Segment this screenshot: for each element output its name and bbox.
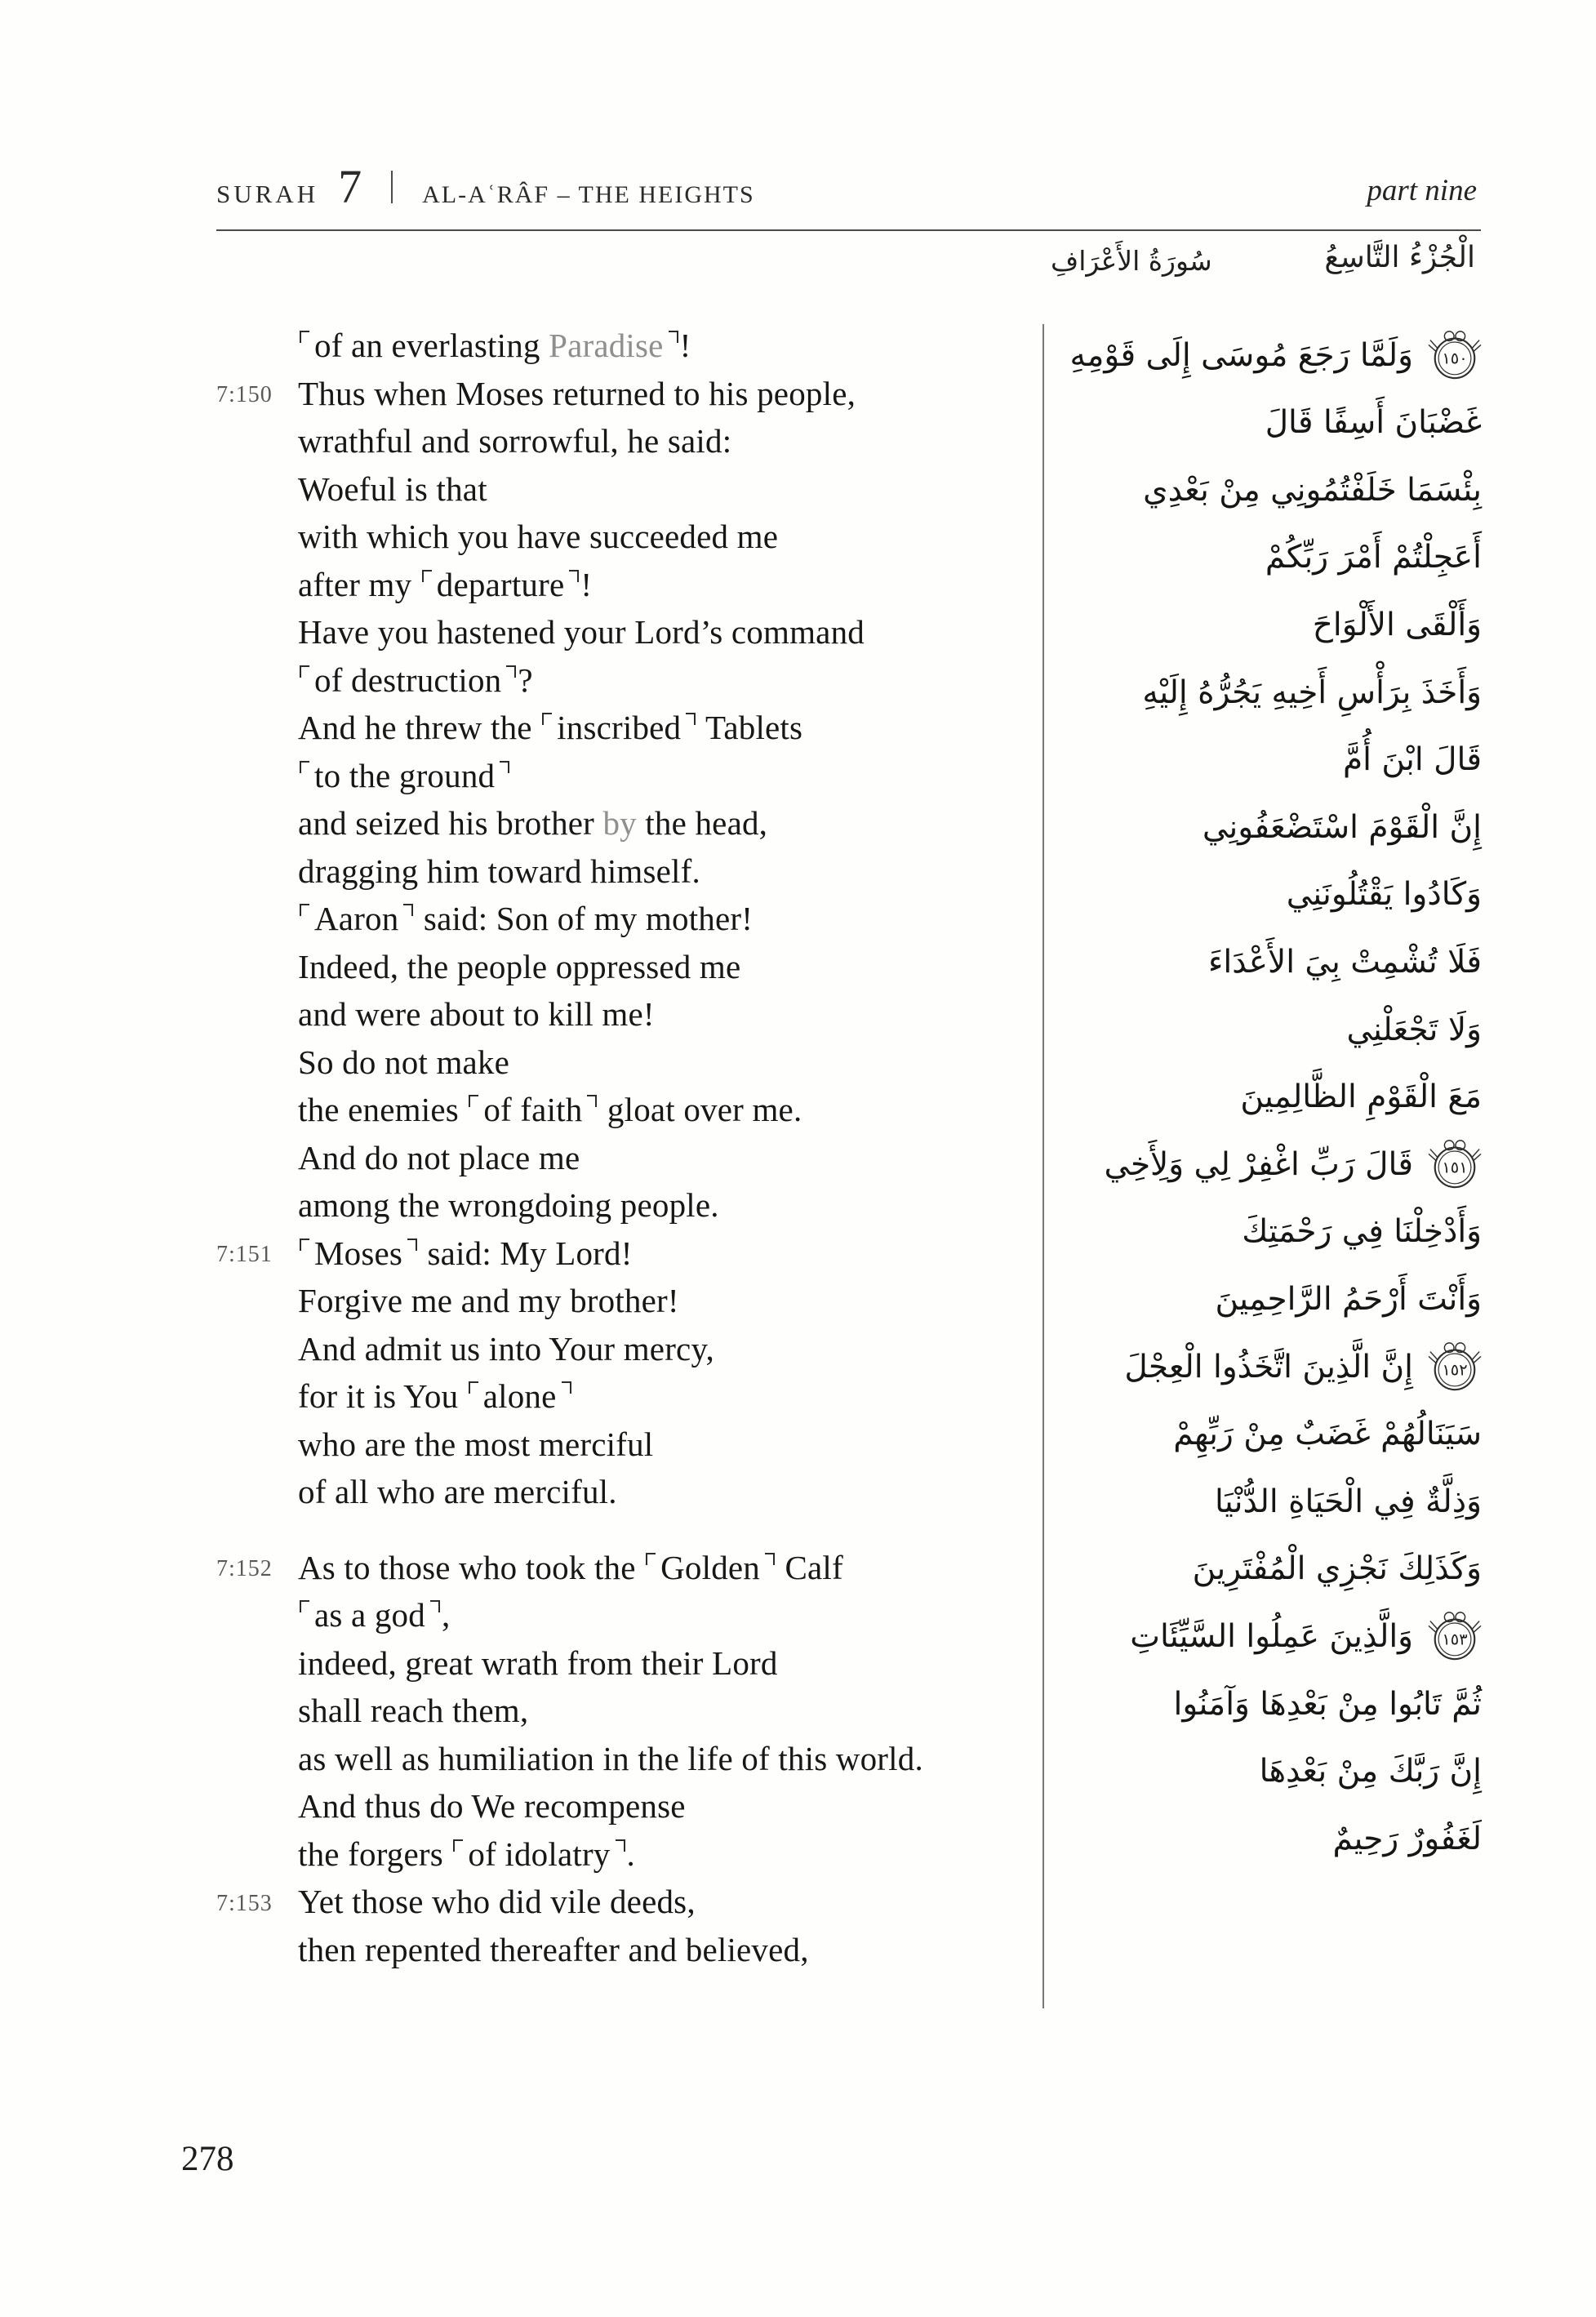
svg-text:١٥١: ١٥١ xyxy=(1442,1158,1468,1177)
english-line xyxy=(216,1181,1043,1230)
english-line xyxy=(216,704,1043,752)
half-bracket-close-icon xyxy=(765,1553,775,1565)
english-text: who are the most merciful xyxy=(298,1425,654,1463)
svg-text:١٥٣: ١٥٣ xyxy=(1442,1630,1468,1650)
arabic-text: قَالَ رَبِّ اغْفِرْ لِي وَلِأَخِي xyxy=(1104,1145,1413,1183)
verse-number: 7:152 xyxy=(216,1556,273,1581)
english-line xyxy=(216,1926,1043,1974)
arabic-line xyxy=(1104,1129,1482,1199)
english-line xyxy=(216,1544,1043,1592)
half-bracket-open-icon xyxy=(300,904,309,916)
english-line xyxy=(216,752,1043,800)
half-bracket-open-icon xyxy=(300,1239,309,1251)
english-line xyxy=(216,943,1043,991)
half-bracket-open-icon xyxy=(422,570,432,582)
gray-word: Paradise xyxy=(549,327,664,365)
arabic-line xyxy=(1124,1332,1482,1402)
english-line xyxy=(216,1038,1043,1087)
arabic-text: قَالَ ابْنَ أُمَّ xyxy=(1342,741,1482,779)
english-text: among the wrongdoing people. xyxy=(298,1186,719,1225)
english-line xyxy=(216,608,1043,656)
arabic-line xyxy=(1242,1197,1482,1267)
english-line xyxy=(216,990,1043,1038)
arabic-text: وَالَّذِينَ عَمِلُوا السَّيِّئَاتِ xyxy=(1130,1617,1413,1655)
english-line xyxy=(216,1639,1043,1688)
half-bracket-close-icon xyxy=(500,761,509,773)
arabic-text: مَعَ الْقَوْمِ الظَّالِمِينَ xyxy=(1240,1078,1482,1116)
arabic-surah-title: سُورَةُ الأَعْرَافِ xyxy=(1051,245,1212,277)
half-bracket-open-icon xyxy=(469,1381,478,1394)
arabic-line xyxy=(1333,1803,1482,1874)
english-line xyxy=(216,1830,1043,1879)
half-bracket-close-icon xyxy=(403,904,413,916)
arabic-text: بِئْسَمَا خَلَفْتُمُونِي مِنْ بَعْدِي xyxy=(1143,471,1482,509)
half-bracket-close-icon xyxy=(569,570,579,582)
arabic-line xyxy=(1173,1399,1482,1470)
verse-medallion-icon xyxy=(1428,1137,1482,1191)
english-text: and were about to kill me! xyxy=(298,995,655,1034)
arabic-line xyxy=(1142,657,1482,727)
english-line xyxy=(216,1086,1043,1134)
half-bracket-open-icon xyxy=(300,761,309,773)
surah-name: AL-AʿRÂF – THE HEIGHTS xyxy=(422,181,755,208)
arabic-text: وَأَلْقَى الأَلْوَاحَ xyxy=(1312,606,1482,643)
header-divider-bar xyxy=(391,171,393,203)
half-bracket-close-icon xyxy=(562,1381,571,1394)
arabic-line xyxy=(1130,1601,1482,1671)
arabic-text: سَيَنَالُهُمْ غَضَبٌ مِنْ رَبِّهِمْ xyxy=(1173,1416,1482,1453)
english-line xyxy=(216,370,1043,418)
english-text: Have you hastened your Lord’s command xyxy=(298,613,865,652)
arabic-line xyxy=(1260,1737,1482,1807)
arabic-text: وَذِلَّةٌ فِي الْحَيَاةِ الدُّنْيَا xyxy=(1214,1483,1482,1520)
arabic-text: إِنَّ رَبَّكَ مِنْ بَعْدِهَا xyxy=(1259,1753,1482,1790)
arabic-column xyxy=(1025,0,1482,2317)
arabic-line xyxy=(1240,1062,1482,1132)
half-bracket-open-icon xyxy=(300,1600,309,1612)
arabic-line xyxy=(1287,860,1482,930)
arabic-text: وَلَا تَجْعَلْنِي xyxy=(1346,1011,1482,1048)
english-text: dragging him toward himself. xyxy=(298,852,700,890)
half-bracket-close-icon xyxy=(430,1600,440,1612)
half-bracket-open-icon xyxy=(646,1553,656,1565)
verse-medallion-icon xyxy=(1428,1609,1482,1663)
english-text: Aaron said: Son of my mother! xyxy=(298,899,753,938)
english-text: the forgers of idolatry . xyxy=(298,1834,635,1873)
english-text: and seized his brother by the head, xyxy=(298,804,768,843)
half-bracket-open-icon xyxy=(300,331,309,343)
english-line xyxy=(216,561,1043,609)
arabic-text: غَضْبَانَ أَسِفًا قَالَ xyxy=(1265,404,1482,442)
english-text: of destruction ? xyxy=(298,660,533,700)
half-bracket-close-icon xyxy=(587,1095,597,1107)
part-label: part nine xyxy=(1367,174,1477,207)
arabic-text: إِنَّ الَّذِينَ اتَّخَذُوا الْعِجْلَ xyxy=(1124,1348,1413,1385)
english-text: As to those who took the Golden Calf xyxy=(298,1548,843,1586)
english-text: to the ground xyxy=(298,756,511,795)
english-text: of an everlasting Paradise ! xyxy=(298,326,691,365)
half-bracket-open-icon xyxy=(542,713,552,725)
half-bracket-close-icon xyxy=(669,331,678,343)
verse-medallion-icon xyxy=(1428,328,1482,382)
surah-label: SURAH xyxy=(216,180,319,208)
arabic-line xyxy=(1174,1669,1482,1739)
english-text: So do not make xyxy=(298,1043,510,1081)
english-line xyxy=(216,417,1043,465)
arabic-text: ثُمَّ تَابُوا مِنْ بَعْدِهَا وَآمَنُوا xyxy=(1173,1685,1482,1723)
english-line xyxy=(216,1782,1043,1830)
english-text: Forgive me and my brother! xyxy=(298,1282,679,1320)
english-line xyxy=(216,1735,1043,1783)
arabic-line xyxy=(1265,388,1482,458)
english-text: as a god , xyxy=(298,1595,450,1634)
svg-text:١٥٢: ١٥٢ xyxy=(1442,1360,1468,1380)
arabic-line xyxy=(1215,1264,1482,1334)
arabic-line xyxy=(1265,523,1482,593)
english-text: the enemies of faith gloat over me. xyxy=(298,1091,802,1129)
arabic-text: أَعَجِلْتُمْ أَمْرَ رَبِّكُمْ xyxy=(1265,539,1482,576)
arabic-juz-title: الْجُزْءُ التَّاسِعُ xyxy=(1324,241,1475,274)
arabic-line xyxy=(1215,1466,1482,1537)
english-text: And admit us into Your mercy, xyxy=(298,1329,714,1368)
english-text: Indeed, the people oppressed me xyxy=(298,947,741,985)
verse-number: 7:153 xyxy=(216,1890,273,1916)
verse-number: 7:150 xyxy=(216,382,273,407)
english-text: with which you have succeeded me xyxy=(298,518,779,556)
half-bracket-open-icon xyxy=(469,1095,478,1107)
arabic-text: فَلَا تُشْمِتْ بِيَ الأَعْدَاءَ xyxy=(1208,943,1482,981)
half-bracket-close-icon xyxy=(506,665,516,678)
arabic-text: وَلَمَّا رَجَعَ مُوسَى إِلَى قَوْمِهِ xyxy=(1069,336,1413,374)
half-bracket-open-icon xyxy=(300,665,309,678)
english-line xyxy=(216,656,1043,705)
arabic-text: وَأَدْخِلْنَا فِي رَحْمَتِكَ xyxy=(1242,1213,1482,1251)
english-line xyxy=(216,322,1043,370)
english-text: shall reach them, xyxy=(298,1692,529,1730)
english-text: Yet those who did vile deeds, xyxy=(298,1883,696,1921)
english-line xyxy=(216,513,1043,561)
english-line xyxy=(216,1325,1043,1373)
arabic-text: وَأَخَذَ بِرَأْسِ أَخِيهِ يَجُرُّهُ إِلَيْهِ xyxy=(1142,674,1482,711)
arabic-line xyxy=(1313,589,1482,660)
english-line xyxy=(216,799,1043,847)
arabic-line xyxy=(1203,792,1482,862)
half-bracket-close-icon xyxy=(686,713,696,725)
english-text: indeed, great wrath from their Lord xyxy=(298,1643,778,1682)
english-column xyxy=(216,322,1043,1973)
page-number: 278 xyxy=(181,2140,234,2178)
half-bracket-close-icon xyxy=(407,1239,417,1251)
english-line xyxy=(216,1878,1043,1926)
english-text: And he threw the inscribed Tablets xyxy=(298,709,803,747)
english-text: of all who are merciful. xyxy=(298,1473,617,1511)
english-line xyxy=(216,1421,1043,1469)
english-text: Woeful is that xyxy=(298,469,487,508)
half-bracket-open-icon xyxy=(453,1839,463,1852)
english-line xyxy=(216,1277,1043,1325)
arabic-text: وَأَنْتَ أَرْحَمُ الرَّاحِمِينَ xyxy=(1215,1280,1482,1318)
arabic-line xyxy=(1343,725,1482,795)
english-text: as well as humiliation in the life of this world. xyxy=(298,1739,923,1777)
arabic-line xyxy=(1346,994,1482,1065)
verse-number: 7:151 xyxy=(216,1242,273,1267)
english-text: And do not place me xyxy=(298,1138,580,1176)
english-line xyxy=(216,1230,1043,1278)
english-text: Moses said: My Lord! xyxy=(298,1234,633,1273)
arabic-text: إِنَّ الْقَوْمَ اسْتَضْعَفُونِي xyxy=(1202,808,1482,846)
arabic-text: وَكَادُوا يَقْتُلُونَنِي xyxy=(1286,876,1482,914)
arabic-line xyxy=(1143,455,1482,525)
english-text: for it is You alone xyxy=(298,1376,573,1416)
english-text: after my departure ! xyxy=(298,565,593,603)
english-line xyxy=(216,847,1043,896)
arabic-line xyxy=(1070,320,1482,390)
english-text: And thus do We recompense xyxy=(298,1787,686,1826)
english-line xyxy=(216,1134,1043,1182)
page-header-left xyxy=(216,160,755,213)
english-line xyxy=(216,1591,1043,1639)
arabic-line xyxy=(1193,1534,1482,1604)
arabic-text: وَكَذَلِكَ نَجْزِي الْمُفْتَرِينَ xyxy=(1192,1550,1482,1588)
arabic-line xyxy=(1208,927,1482,997)
arabic-text: لَغَفُورٌ رَحِيمٌ xyxy=(1332,1820,1482,1857)
english-line xyxy=(216,465,1043,514)
english-text: Thus when Moses returned to his people, xyxy=(298,374,856,412)
english-line xyxy=(216,1687,1043,1735)
english-line xyxy=(216,1468,1043,1516)
english-line xyxy=(216,895,1043,943)
svg-text:١٥٠: ١٥٠ xyxy=(1442,349,1468,368)
verse-medallion-icon xyxy=(1428,1340,1482,1394)
half-bracket-close-icon xyxy=(616,1839,625,1852)
english-text: then repented thereafter and believed, xyxy=(298,1930,809,1968)
english-text: wrathful and sorrowful, he said: xyxy=(298,422,732,460)
gray-word: by xyxy=(602,804,637,843)
english-line xyxy=(216,1372,1043,1421)
surah-number: 7 xyxy=(338,160,362,213)
